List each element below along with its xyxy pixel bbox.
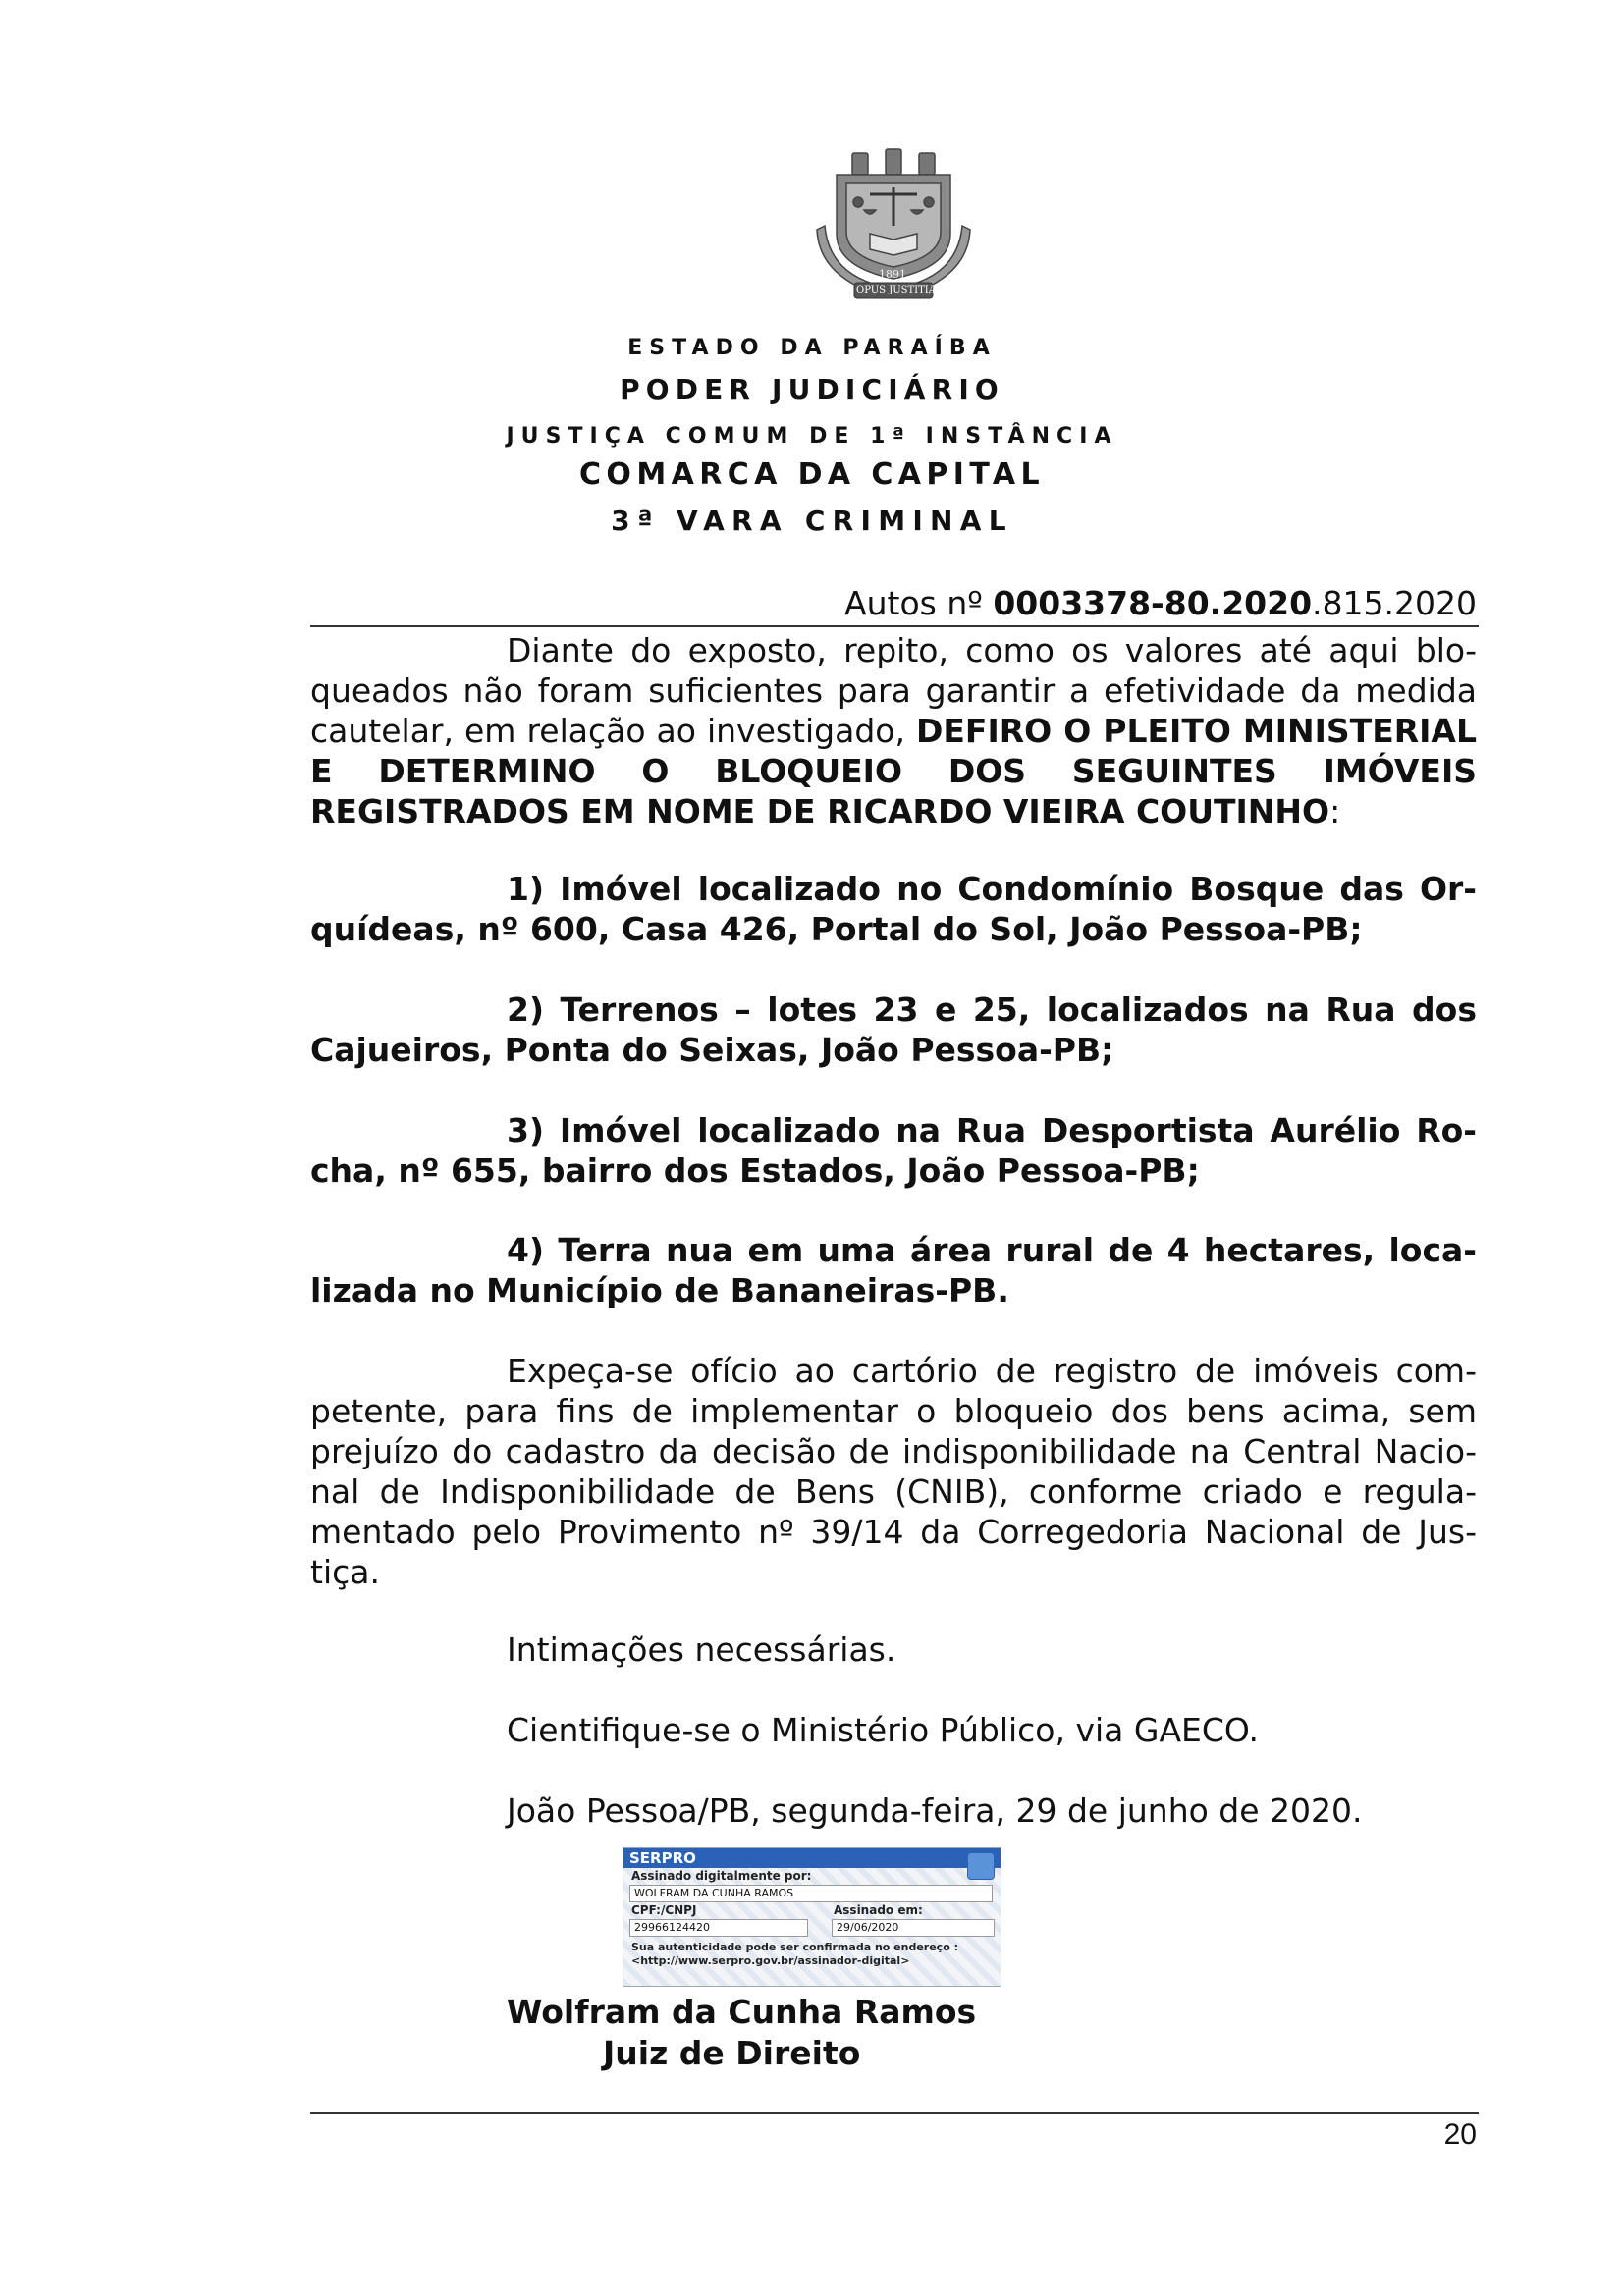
signer-name: Wolfram da Cunha Ramos bbox=[507, 1993, 977, 2031]
case-number-rest: .815.2020 bbox=[1312, 584, 1477, 622]
digital-signature-stamp bbox=[623, 1847, 1001, 1987]
serpro-swirl-icon bbox=[967, 1852, 995, 1880]
top-divider bbox=[310, 625, 1479, 627]
list-item: 4) Terra nua em uma área rural de 4 hectares, localizada no Município de Bananeiras-PB. bbox=[310, 1231, 1477, 1309]
footer-divider bbox=[310, 2112, 1479, 2114]
case-number-prefix: Autos nº bbox=[844, 584, 994, 622]
date-line: João Pessoa/PB, segunda-feira, 29 de junho de 2020. bbox=[507, 1791, 1363, 1830]
crest-year: 1891 bbox=[879, 268, 906, 281]
cpf-label: CPF:/CNPJ bbox=[631, 1903, 697, 1917]
intro-bold: DEFIRO O PLEITO MINISTERIAL E DETERMINO O BLOQUEIO DOS SEGUINTES IMÓVEIS REGISTRADOS EM NOME DE RICARDO VIEIRA COUTINHO bbox=[310, 712, 1477, 830]
stamp-header-bar bbox=[623, 1848, 1001, 1868]
header-district: COMARCA DA CAPITAL bbox=[579, 457, 1045, 492]
authenticity-note: Sua autenticidade pode ser confirmada no endereço : bbox=[631, 1941, 958, 1953]
header-state: ESTADO DA PARAÍBA bbox=[627, 336, 997, 360]
intro-paragraph bbox=[310, 630, 1477, 831]
case-number bbox=[844, 584, 1477, 622]
intro-end: : bbox=[1329, 792, 1341, 830]
expeca-paragraph: Expeça-se ofício ao cartório de registro de imóveis competente, para fins de implementar o bloqueio dos bens acima, sem prejuízo do cadastro da decisão de indisponibilidade na Central Nacional de Indisponibilidade de Bens (CNIB), conforme criado e regulamentado pelo Provimento nº 39/14 da Corregedoria Nacional de Justiça. bbox=[310, 1352, 1477, 1591]
list-item: 1) Imóvel localizado no Condomínio Bosque das Orquídeas, nº 600, Casa 426, Portal do Sol, João Pessoa-PB; bbox=[310, 870, 1477, 948]
signer-title: Juiz de Direito bbox=[603, 2034, 861, 2072]
page-number: 20 bbox=[1443, 2118, 1477, 2151]
serpro-logo: SERPRO bbox=[629, 1849, 696, 1867]
list-item: 3) Imóvel localizado na Rua Desportista Aurélio Rocha, nº 655, bairro dos Estados, João Pessoa-PB; bbox=[310, 1111, 1477, 1190]
signed-on-label: Assinado em: bbox=[834, 1903, 923, 1917]
list-item: 2) Terrenos – lotes 23 e 25, localizados na Rua dos Cajueiros, Ponta do Seixas, João Pessoa-PB; bbox=[310, 990, 1477, 1069]
case-number-bold: 0003378-80.2020 bbox=[993, 584, 1313, 622]
intimacoes-line: Intimações necessárias. bbox=[507, 1630, 896, 1669]
header-power: PODER JUDICIÁRIO bbox=[620, 373, 1004, 405]
header-court: 3ª VARA CRIMINAL bbox=[611, 505, 1013, 537]
signed-by-label: Assinado digitalmente por: bbox=[631, 1869, 812, 1883]
crest-motto: OPUS JUSTITIÆ PAX bbox=[856, 285, 962, 295]
header-justice: JUSTIÇA COMUM DE 1ª INSTÂNCIA bbox=[506, 424, 1118, 449]
court-crest-logo bbox=[815, 147, 972, 304]
cientifique-line: Cientifique-se o Ministério Público, via GAECO. bbox=[507, 1711, 1260, 1749]
cpf-field: 29966124420 bbox=[629, 1919, 808, 1937]
signed-on-field: 29/06/2020 bbox=[832, 1919, 995, 1937]
authenticity-url: <http://www.serpro.gov.br/assinador-digital> bbox=[631, 1954, 910, 1967]
signer-field: WOLFRAM DA CUNHA RAMOS bbox=[629, 1885, 993, 1902]
intro-plain: Diante do exposto, repito, como os valores até aqui bloqueados não foram suficientes para garantir a efetividade da medida cautelar, em relação ao investigado, bbox=[310, 631, 1477, 750]
